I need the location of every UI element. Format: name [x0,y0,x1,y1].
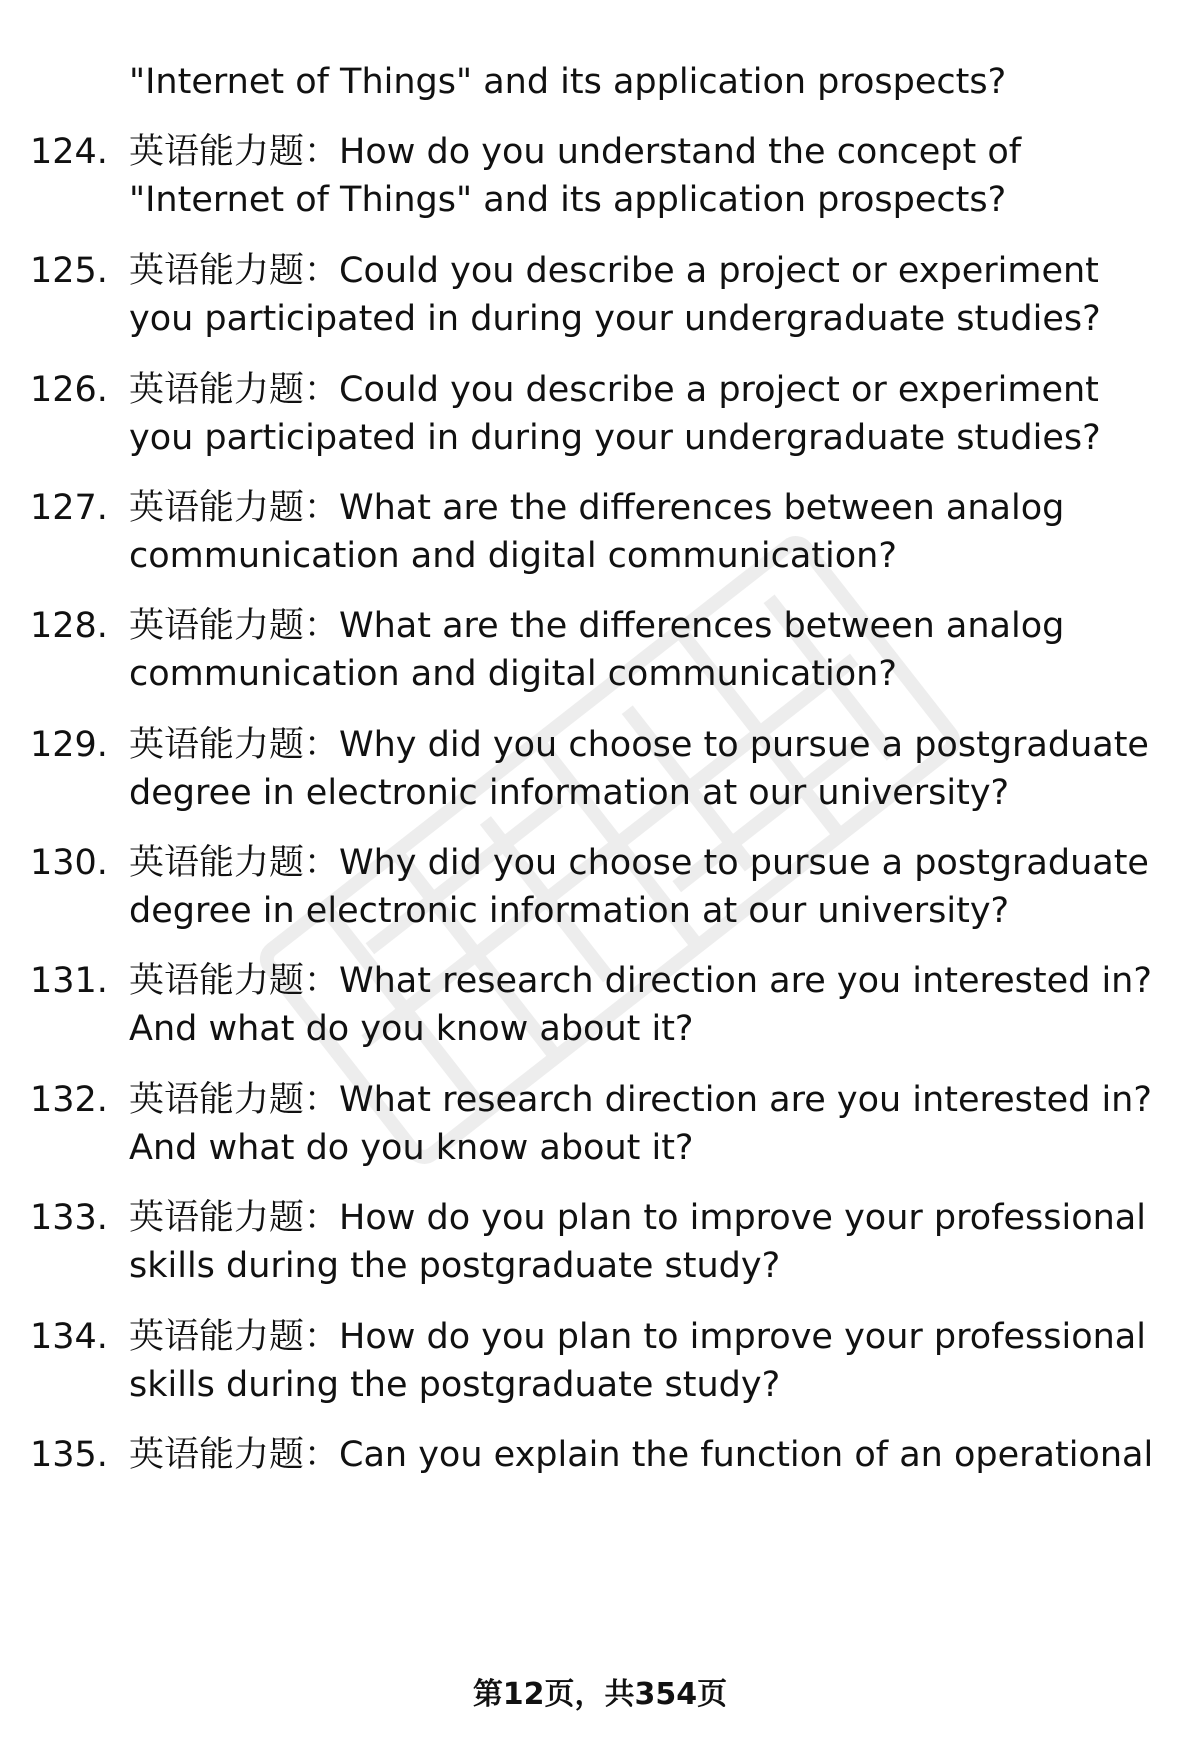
question-line [129,957,1189,1005]
question-tag: 英语能力题： [129,843,340,883]
question-line-1: What are the differences between analog [339,488,1065,528]
question-line-1: What are the differences between analog [339,606,1065,646]
question-line [129,128,1189,176]
question-text [129,1431,1189,1479]
question-line-2: communication and digital communication? [129,536,897,576]
question-line-2: And what do you know about it? [129,1128,694,1168]
question-line-1: Can you explain the function of an operational [339,1435,1154,1475]
question-line-2: degree in electronic information at our university? [129,891,1010,931]
question-tag: 英语能力题： [129,370,340,410]
question-number: 134. [30,1317,108,1357]
question-text [129,1194,1189,1290]
question-tag: 英语能力题： [129,1317,340,1357]
question-line [129,1194,1189,1242]
continuation-line: "Internet of Things" and its application prospects? [129,62,1007,102]
question-number: 124. [30,132,108,172]
question-tag: 英语能力题： [129,1198,340,1238]
question-line [129,1431,1189,1479]
question-line-1: What research direction are you interested in? [339,961,1152,1001]
question-text [129,957,1189,1053]
page-footer: 第12页，共354页 [472,1677,728,1712]
question-line [129,1313,1189,1361]
question-number: 133. [30,1198,108,1238]
question-text [129,602,1189,698]
question-number: 127. [30,488,108,528]
question-tag: 英语能力题： [129,606,340,646]
question-tag: 英语能力题： [129,1080,340,1120]
question-line-2: communication and digital communication? [129,654,897,694]
question-line [129,247,1189,295]
question-line-2: degree in electronic information at our university? [129,773,1010,813]
question-line [129,366,1189,414]
question-number: 128. [30,606,108,646]
question-tag: 英语能力题： [129,961,340,1001]
question-line-2: you participated in during your undergraduate studies? [129,418,1101,458]
question-text [129,366,1189,462]
question-line [129,602,1189,650]
question-line [129,484,1189,532]
question-line [129,1076,1189,1124]
question-number: 129. [30,725,108,765]
question-line-2: And what do you know about it? [129,1009,694,1049]
question-line-2: "Internet of Things" and its application prospects? [129,180,1007,220]
question-number: 125. [30,251,108,291]
question-line-1: What research direction are you interested in? [339,1080,1152,1120]
question-tag: 英语能力题： [129,1435,340,1475]
question-line-2: you participated in during your undergraduate studies? [129,299,1101,339]
question-number: 131. [30,961,108,1001]
question-number: 135. [30,1435,108,1475]
question-line-2: skills during the postgraduate study? [129,1246,781,1286]
question-text [129,247,1189,343]
question-line-1: How do you plan to improve your professional [339,1198,1146,1238]
question-line-1: Why did you choose to pursue a postgraduate [339,843,1149,883]
question-number: 130. [30,843,108,883]
question-number: 132. [30,1080,108,1120]
question-line-1: How do you plan to improve your professional [339,1317,1146,1357]
question-text [129,1076,1189,1172]
question-number: 126. [30,370,108,410]
question-tag: 英语能力题： [129,725,340,765]
question-line-1: Could you describe a project or experiment [339,251,1099,291]
question-line [129,721,1189,769]
question-line-1: Why did you choose to pursue a postgraduate [339,725,1149,765]
question-tag: 英语能力题： [129,132,340,172]
question-text [129,484,1189,580]
question-line-2: skills during the postgraduate study? [129,1365,781,1405]
question-line [129,839,1189,887]
question-line-1: Could you describe a project or experiment [339,370,1099,410]
question-text [129,839,1189,935]
question-tag: 英语能力题： [129,251,340,291]
question-tag: 英语能力题： [129,488,340,528]
question-text [129,128,1189,224]
question-line-1: How do you understand the concept of [339,132,1022,172]
question-text [129,1313,1189,1409]
question-text [129,721,1189,817]
